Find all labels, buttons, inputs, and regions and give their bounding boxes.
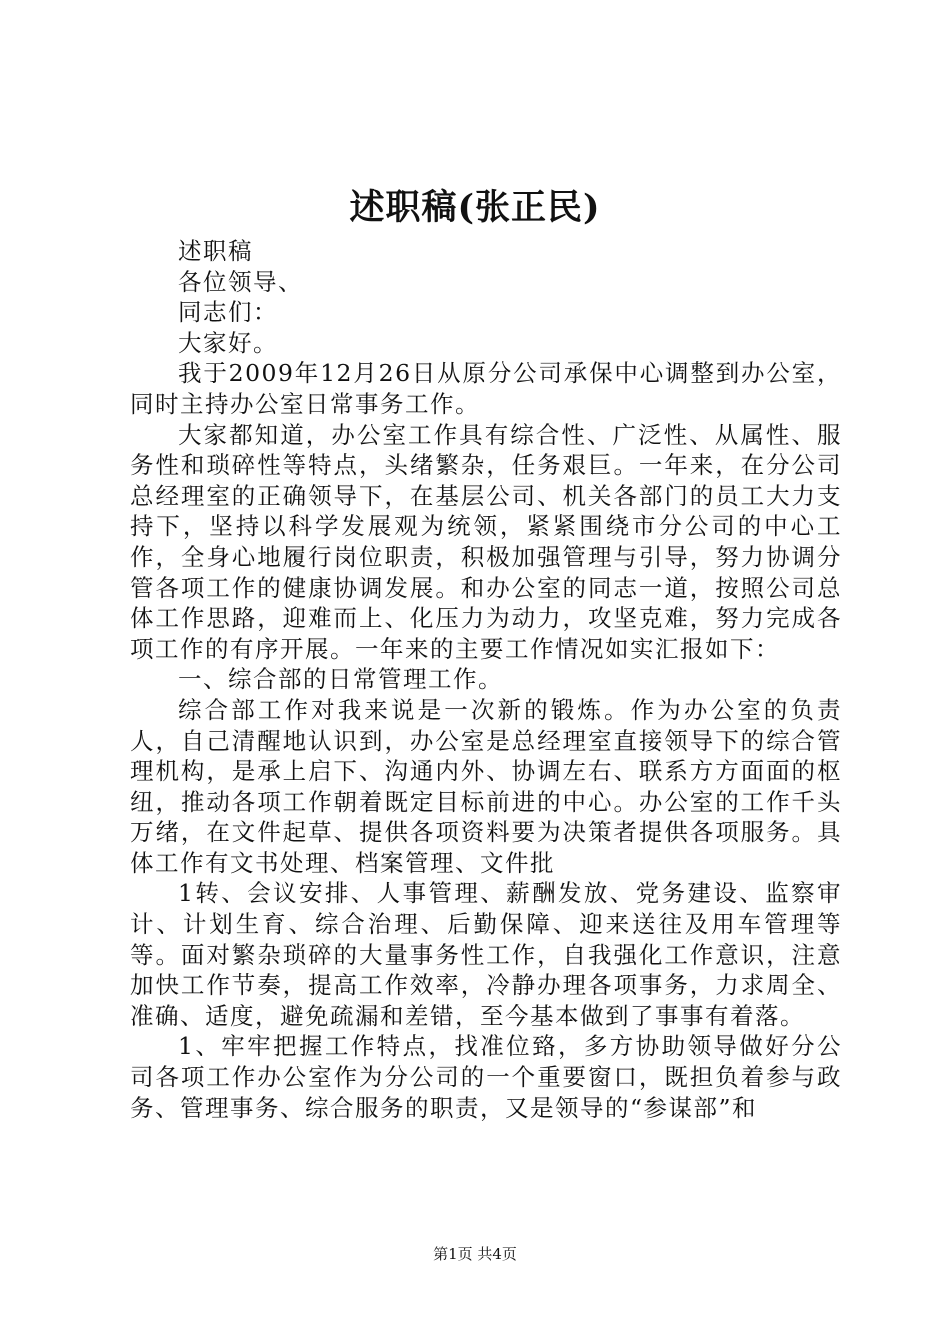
paragraph: 综合部工作对我来说是一次新的锻炼。作为办公室的负责人，自己清醒地认识到，办公室是总经理室直接领导下的综合管理机构，是承上启下、沟通内外、协调左右、联系方方面面的枢纽，推动各项工作朝着既定目标前进的中心。办公室的工作千头万绪，在文件起草、提供各项资料要为决策者提供各项服务。具体工作有文书处理、档案管理、文件批 [130,695,842,877]
paragraph: 各位领导、 [178,267,303,296]
paragraph: 1、牢牢把握工作特点，找准位臵，多方协助领导做好分公司各项工作办公室作为分公司的一个重要窗口，既担负着参与政务、管理事务、综合服务的职责，又是领导的“参谋部”和 [130,1032,842,1122]
page-number: 第1页 共4页 [433,1245,517,1263]
paragraph: 述职稿 [178,237,253,265]
document-title: 述职稿(张正民) [349,187,601,228]
section-heading: 一、综合部的日常管理工作。 [178,665,503,694]
paragraph: 同志们： [178,298,278,327]
paragraph: 我于2009年12月26日从原分公司承保中心调整到办公室，同时主持办公室日常事务工作。 [130,359,842,418]
document-body [130,236,842,1123]
paragraph: 大家都知道，办公室工作具有综合性、广泛性、从属性、服务性和琐碎性等特点，头绪繁杂，任务艰巨。一年来，在分公司总经理室的正确领导下，在基层公司、机关各部门的员工大力支持下，坚持以科学发展观为统领，紧紧围绕市分公司的中心工作，全身心地履行岗位职责，积极加强管理与引导，努力协调分管各项工作的健康协调发展。和办公室的同志一道，按照公司总体工作思路，迎难而上、化压力为动力，攻坚克难，努力完成各项工作的有序开展。一年来的主要工作情况如实汇报如下： [130,420,842,663]
paragraph: 1转、会议安排、人事管理、薪酬发放、党务建设、监察审计、计划生育、综合治理、后勤保障、迎来送往及用车管理等等。面对繁杂琐碎的大量事务性工作，自我强化工作意识，注意加快工作节奏，提高工作效率，冷静办理各项事务，力求周全、准确、适度，避免疏漏和差错，至今基本做到了事事有着落。 [130,879,842,1030]
paragraph: 大家好。 [178,328,278,357]
